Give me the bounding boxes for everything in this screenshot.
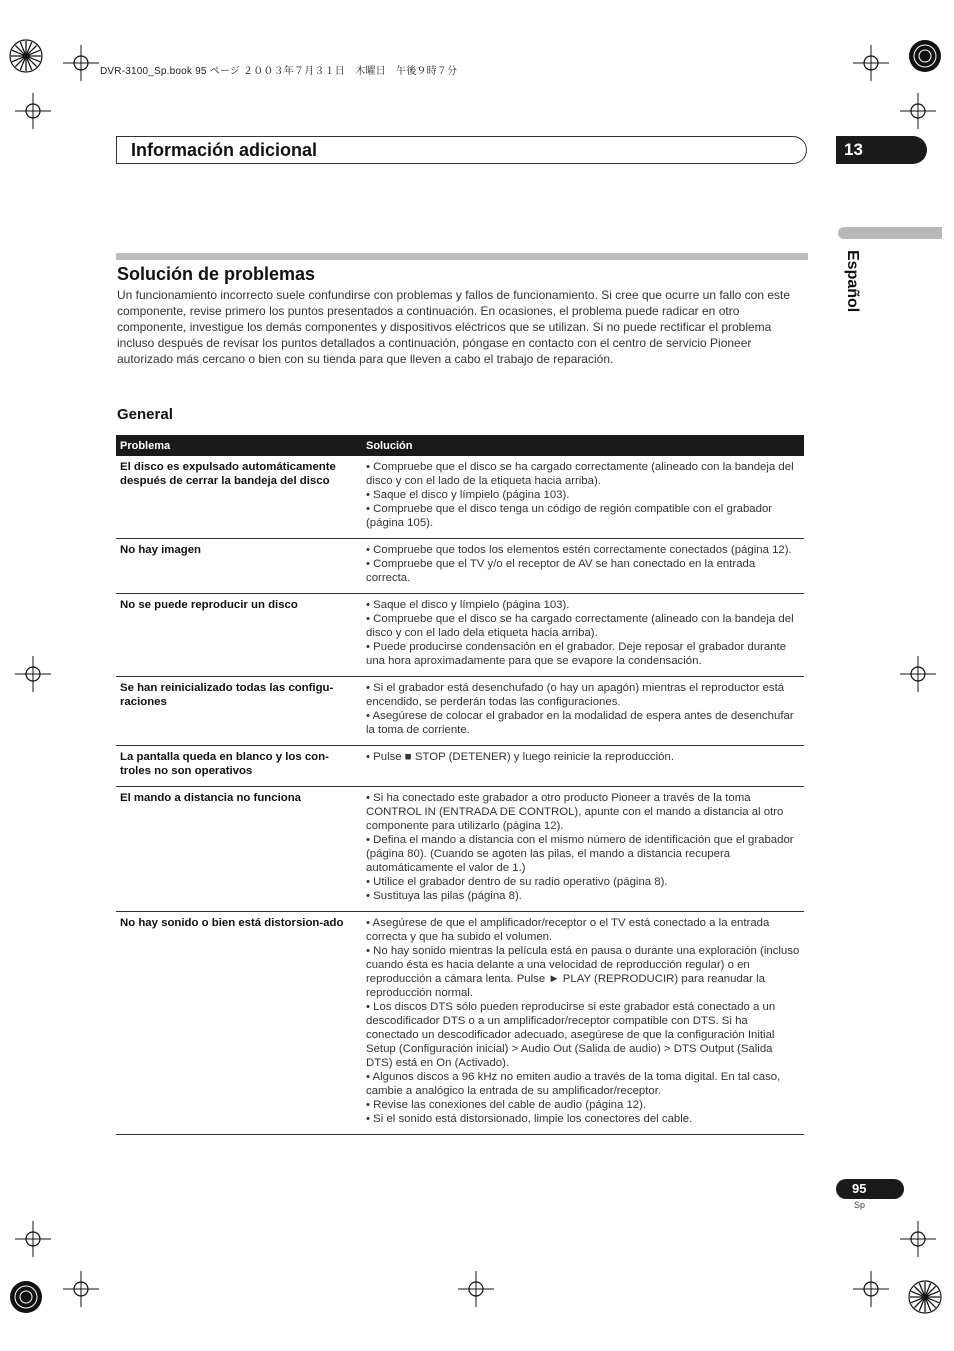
solution-item: • Puede producirse condensación en el grabador. Deje reposar el grabador durante una hora aproximadamente para que se evapore la condensación. xyxy=(366,641,787,667)
table-row xyxy=(116,594,804,677)
crosshair-mark-icon xyxy=(456,1269,496,1309)
solution-cell xyxy=(362,594,804,677)
solution-item: • Asegúrese de colocar el grabador en la modalidad de espera antes de desenchufar la toma de corriente. xyxy=(366,710,794,736)
solution-item: • Pulse ■ STOP (DETENER) y luego reinicie la reproducción. xyxy=(366,751,674,763)
chapter-header xyxy=(116,136,807,164)
solution-item: • Compruebe que el disco tenga un código de región compatible con el grabador (página 105). xyxy=(366,503,773,529)
chapter-title: Información adicional xyxy=(131,140,318,160)
solution-cell xyxy=(362,746,804,787)
table-row xyxy=(116,746,804,787)
page-number: 95 xyxy=(836,1179,904,1199)
registration-star-icon xyxy=(908,1280,942,1314)
solution-item: • Compruebe que el TV y/o el receptor de AV se han conectado en la entrada correcta. xyxy=(366,558,756,584)
solution-item: • No hay sonido mientras la película está en pausa o durante una exploración (incluso cuando ésta es hacia delante a una velocidad de reproducción regular) o en reproducción a cámara lenta. Pulse ► PLAY (REPRODUCIR) para reanudar la reproducción normal. xyxy=(366,945,800,999)
print-header: DVR-3100_Sp.book 95 ページ ２００３年７月３１日 木曜日 午後９時７分 xyxy=(100,66,458,77)
problem-cell: No hay imagen xyxy=(116,539,362,594)
header-problem: Problema xyxy=(116,435,362,456)
header-solution: Solución xyxy=(362,435,804,456)
solution-cell xyxy=(362,787,804,912)
problem-cell: El disco es expulsado automáticamente después de cerrar la bandeja del disco xyxy=(116,456,362,539)
section-intro: Un funcionamiento incorrecto suele confundirse con problemas y fallos de funcionamiento. Si cree que ocurre un fallo con este componente, revise primero los puntos presentados a continuación. En ocasiones, el problema puede radicar en otro componente, investigue los demás componentes y dispositivos eléctricos que se utilizan. Si no puede rectificar el problema incluso después de revisar los puntos detallados a continuación, póngase en contacto con el centro de servicio Pioneer autorizado más cercano o bien con su tienda para que lleven a cabo el trabajo de reparación. xyxy=(117,288,791,366)
crosshair-mark-icon xyxy=(61,43,101,83)
crosshair-mark-icon xyxy=(13,654,53,694)
solution-item: • Si ha conectado este grabador a otro producto Pioneer a través de la toma CONTROL IN (ENTRADA DE CONTROL), apunte con el mando a distancia al otro componente para utilizarlo (página 12). xyxy=(366,792,784,832)
chapter-number: 13 xyxy=(836,136,927,164)
solution-cell xyxy=(362,677,804,746)
table-row xyxy=(116,539,804,594)
language-label: Español xyxy=(844,250,861,313)
table-row xyxy=(116,456,804,539)
solution-item: • Sustituya las pilas (página 8). xyxy=(366,890,522,902)
table-row xyxy=(116,912,804,1135)
solution-item: • Si el grabador está desenchufado (o hay un apagón) mientras el reproductor está encendido, se perderán todas las configuraciones. xyxy=(366,682,785,708)
crosshair-mark-icon xyxy=(61,1269,101,1309)
solution-cell xyxy=(362,539,804,594)
solution-item: • Defina el mando a distancia con el mismo número de identificación que el grabador (página 80). (Cuando se agoten las pilas, el mando a distancia recupera automáticamente el valor de 1.) xyxy=(366,834,794,874)
problem-cell: No se puede reproducir un disco xyxy=(116,594,362,677)
crosshair-mark-icon xyxy=(13,1219,53,1259)
crosshair-mark-icon xyxy=(851,43,891,83)
solution-item: • Saque el disco y límpielo (página 103). xyxy=(366,599,570,611)
registration-star-icon xyxy=(908,39,942,73)
table-row xyxy=(116,787,804,912)
solution-cell xyxy=(362,912,804,1135)
solution-item: • Asegúrese de que el amplificador/receptor o el TV está conectado a la entrada correcta y que ha subido el volumen. xyxy=(366,917,770,943)
section-divider xyxy=(116,253,808,260)
solution-item: • Si el sonido está distorsionado, limpie los conectores del cable. xyxy=(366,1113,693,1125)
problem-cell: La pantalla queda en blanco y los con-troles no son operativos xyxy=(116,746,362,787)
solution-item: • Compruebe que el disco se ha cargado correctamente (alineado con la bandeja del disco y con el lado dela etiqueta hacia arriba). xyxy=(366,613,794,639)
crosshair-mark-icon xyxy=(898,1219,938,1259)
solution-item: • Algunos discos a 96 kHz no emiten audio a través de la toma digital. En tal caso, cambie a analógico la entrada de su amplificador/receptor. xyxy=(366,1071,781,1097)
table-row xyxy=(116,677,804,746)
crosshair-mark-icon xyxy=(851,1269,891,1309)
problem-cell: El mando a distancia no funciona xyxy=(116,787,362,912)
registration-star-icon xyxy=(9,39,43,73)
registration-star-icon xyxy=(9,1280,43,1314)
troubleshooting-table xyxy=(116,435,804,1135)
solution-item: • Revise las conexiones del cable de audio (página 12). xyxy=(366,1099,647,1111)
table-header-row xyxy=(116,435,804,456)
solution-item: • Los discos DTS sólo pueden reproducirse si este grabador está conectado a un descodificador DTS o a un amplificador/receptor compatible con DTS. Si ha conectado un descodificador adecuado, asegúrese de que la configuración Initial Setup (Configuración inicial) > Audio Out (Salida de audio) > DTS Output (Salida DTS) está en On (Activado). xyxy=(366,1001,776,1069)
problem-cell: No hay sonido o bien está distorsion-ado xyxy=(116,912,362,1135)
section-title: Solución de problemas xyxy=(117,264,316,284)
solution-item: • Compruebe que el disco se ha cargado correctamente (alineado con la bandeja del disco y con el lado de la etiqueta hacia arriba). xyxy=(366,461,794,487)
crosshair-mark-icon xyxy=(13,91,53,131)
subsection-title: General xyxy=(117,406,173,423)
solution-item: • Compruebe que todos los elementos estén correctamente conectados (página 12). xyxy=(366,544,792,556)
solution-item: • Saque el disco y límpielo (página 103). xyxy=(366,489,570,501)
crosshair-mark-icon xyxy=(898,654,938,694)
problem-cell: Se han reinicializado todas las configu-raciones xyxy=(116,677,362,746)
language-tab xyxy=(838,227,942,239)
solution-item: • Utilice el grabador dentro de su radio operativo (página 8). xyxy=(366,876,668,888)
crosshair-mark-icon xyxy=(898,91,938,131)
page-language-code: Sp xyxy=(854,1200,866,1210)
solution-cell xyxy=(362,456,804,539)
